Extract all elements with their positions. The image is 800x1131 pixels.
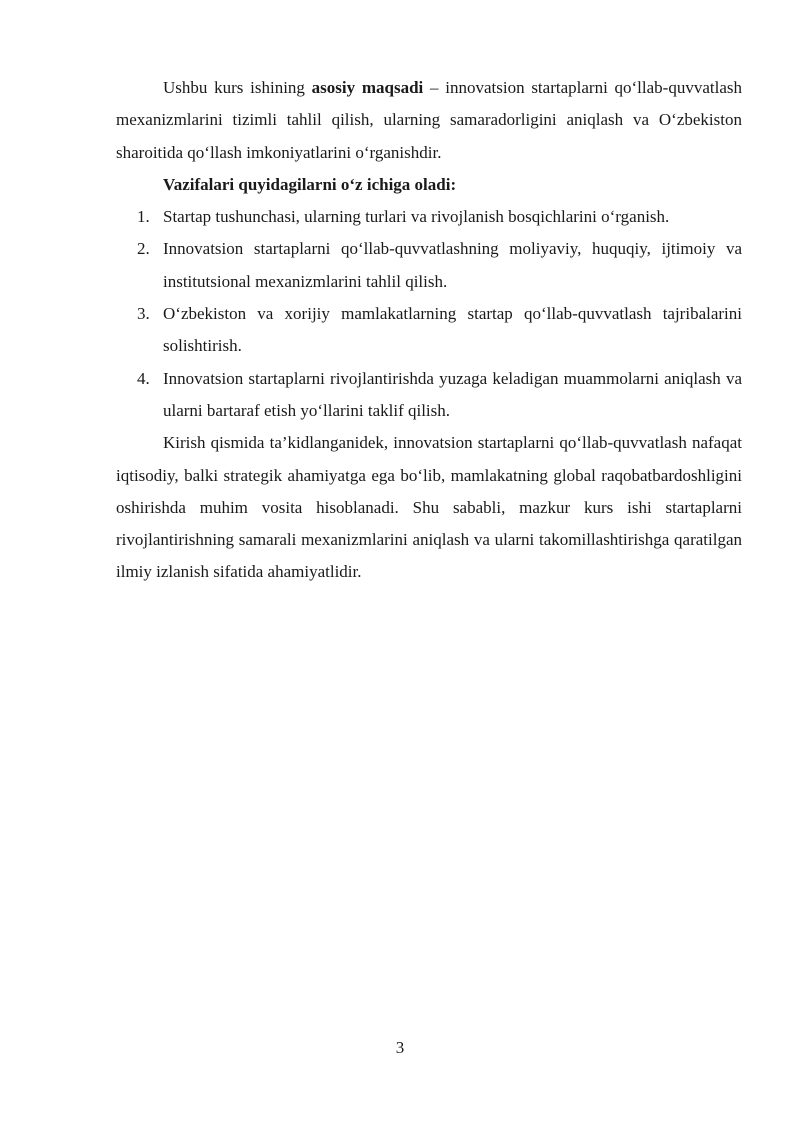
list-item-text: Innovatsion startaplarni qo‘llab-quvvatlashning moliyaviy, huquqiy, ijtimoiy va institutsional mexanizmlarini tahlil qilish. bbox=[163, 239, 742, 291]
list-item bbox=[116, 233, 742, 298]
list-item-number: 1. bbox=[137, 207, 150, 227]
list-item bbox=[116, 201, 742, 233]
page-number: 3 bbox=[395, 1038, 405, 1057]
page-content bbox=[116, 72, 742, 589]
tasks-list bbox=[116, 201, 742, 427]
intro-paragraph bbox=[116, 72, 742, 169]
tasks-heading: Vazifalari quyidagilarni o‘z ichiga oladi: bbox=[163, 174, 457, 194]
list-item-number: 3. bbox=[137, 304, 150, 324]
intro-lead: Ushbu kurs ishining bbox=[163, 78, 312, 97]
intro-bold-phrase: asosiy maqsadi bbox=[311, 78, 424, 97]
list-item bbox=[116, 363, 742, 428]
list-item-number: 2. bbox=[137, 239, 150, 259]
conclusion-paragraph: Kirish qismida ta’kidlanganidek, innovatsion startaplarni qo‘llab-quvvatlash nafaqat iqtisodiy, balki strategik ahamiyatga ega bo‘lib, mamlakatning global raqobatbardoshligini oshirishda muhim vosita hisoblanadi. Shu sababli, mazkur kurs ishi startaplarni rivojlantirishning samarali mexanizmlarini aniqlash va ularni takomillashtirishga qaratilgan ilmiy izlanish sifatida ahamiyatlidir. bbox=[116, 433, 742, 582]
intro-rest: – innovatsion startaplarni qo‘llab-quvvatlash mexanizmlarini tizimli tahlil qilish, ularning samaradorligini aniqlash va O‘zbekiston sharoitida qo‘llash imkoniyatlarini o‘rganishdir. bbox=[116, 78, 742, 162]
list-item-text: Innovatsion startaplarni rivojlantirishda yuzaga keladigan muammolarni aniqlash va ularni bartaraf etish yo‘llarini taklif qilish. bbox=[163, 368, 742, 420]
list-item-text: Startap tushunchasi, ularning turlari va rivojlanish bosqichlarini o‘rganish. bbox=[163, 207, 670, 227]
list-item-text: O‘zbekiston va xorijiy mamlakatlarning startap qo‘llab-quvvatlash tajribalarini solishtirish. bbox=[163, 304, 742, 356]
list-item-number: 4. bbox=[137, 368, 150, 388]
list-item bbox=[116, 298, 742, 363]
